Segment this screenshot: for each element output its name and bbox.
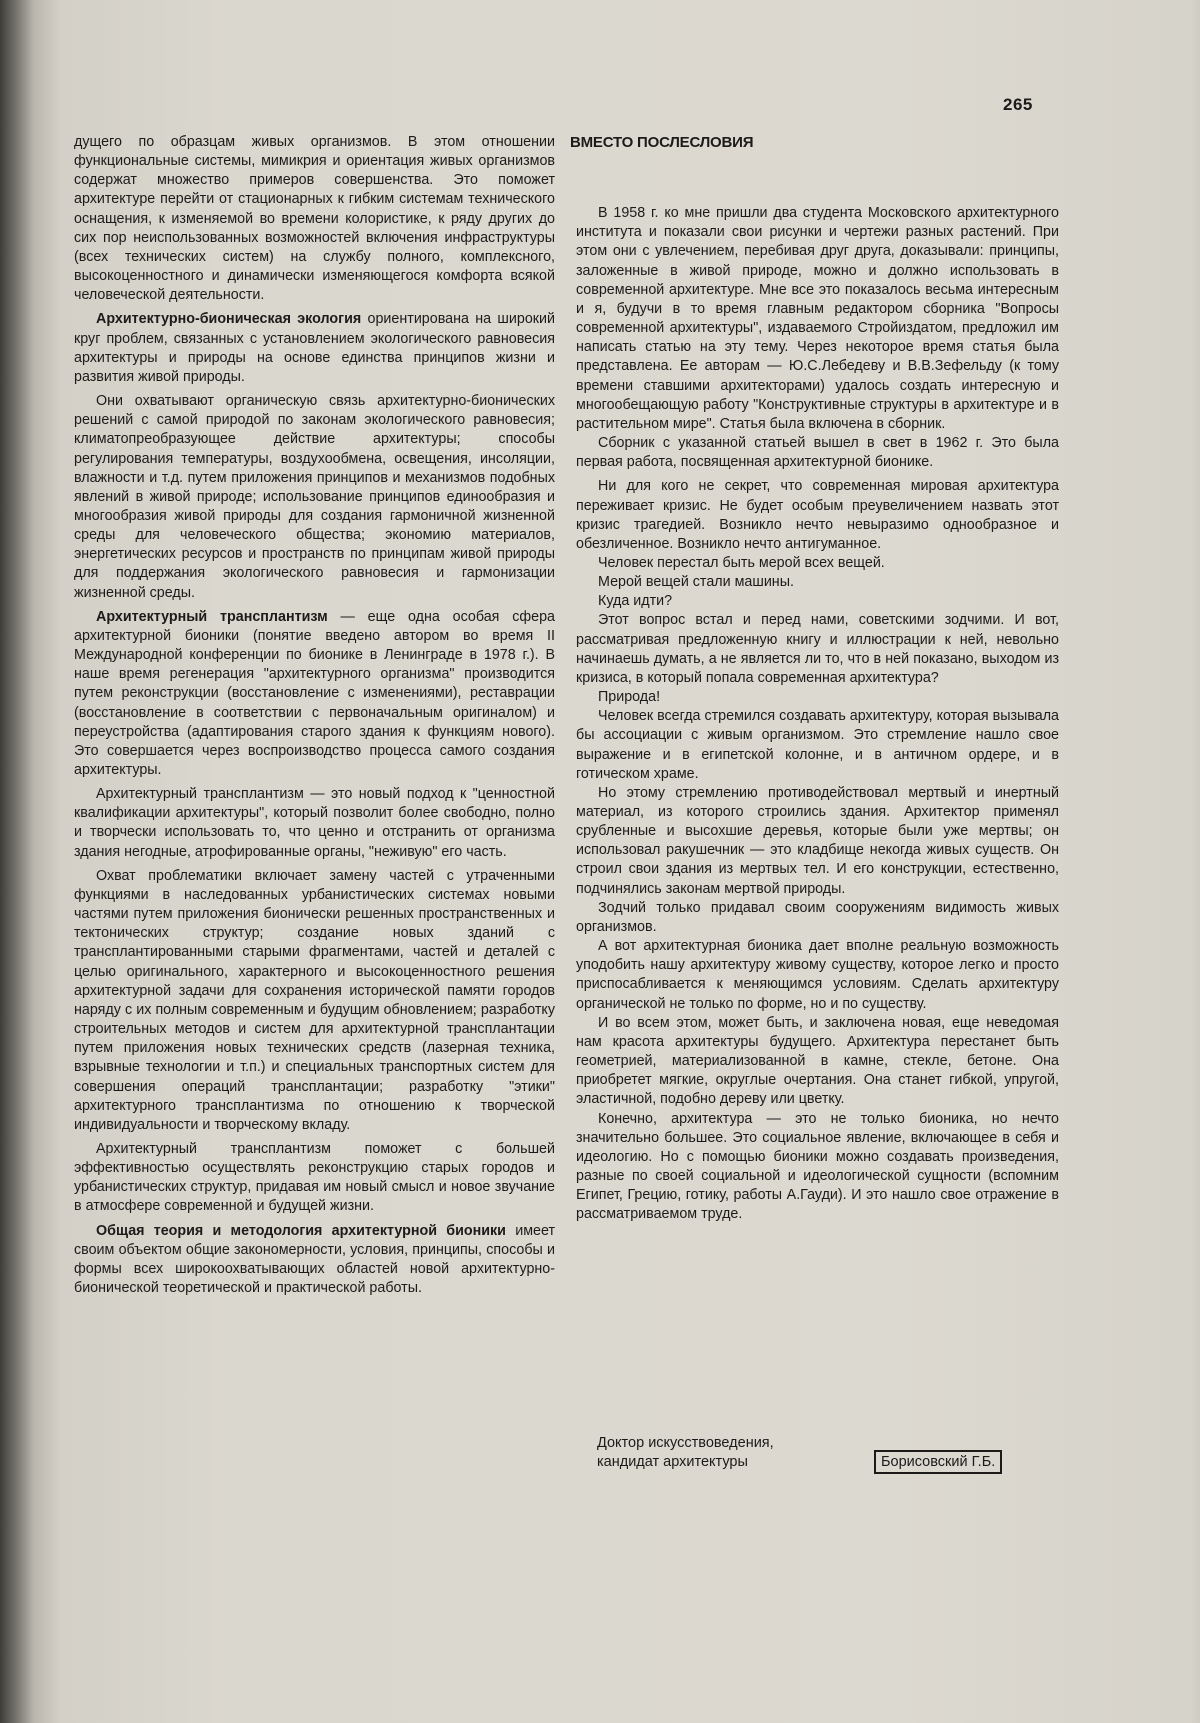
left-paragraph-4 xyxy=(74,608,555,780)
term-bionic-ecology: Архитектурно-бионическая экология xyxy=(96,311,362,328)
author-name: Борисовский Г.Б. xyxy=(874,1450,1002,1474)
right-line-3: Куда идти? xyxy=(598,593,673,610)
right-line-2: Мерой вещей стали машины. xyxy=(598,574,794,591)
left-paragraph-2-text: ориентирована на широкий круг проблем, связанных с установлением экологического равновесия архитектуры и природы на основе единства принципов жизни и развития живой природы. xyxy=(74,311,555,385)
term-general-theory: Общая теория и методология архитектурной бионики xyxy=(96,1222,506,1239)
author-degree-2: кандидат архитектуры xyxy=(597,1454,748,1470)
page-number: 265 xyxy=(1003,95,1033,114)
right-line-4: Природа! xyxy=(598,689,661,706)
right-paragraph-7: Зодчий только придавал своим сооружениям видимость живых организмов. xyxy=(576,899,1059,935)
signature-block xyxy=(597,1434,1057,1472)
left-paragraph-2 xyxy=(74,310,555,387)
section-heading: ВМЕСТО ПОСЛЕСЛОВИЯ xyxy=(570,134,754,151)
left-paragraph-4-text: — еще одна особая сфера архитектурной бионики (понятие введено автором во время II Международной конференции по бионике в Ленинграде в 1978 г.). В наше время регенерация "архитектурного организма" производится путем реконструкции (восстановление с изменениями), реставрации (восстановление в соответствии с первоначальным оригиналом) и переустройства (адаптирования старого здания к функциям нового). Это совершается через воспроизводство процесса самого создания архитектуры. xyxy=(74,608,555,778)
right-column xyxy=(570,133,1059,1224)
author-degree-1: Доктор искусствоведения, xyxy=(597,1435,774,1451)
left-paragraph-8-text: имеет своим объектом общие закономерности, условия, принципы, способы и формы всех широкоохватывающих областей новой архитектурно-бионической теоретической и практической работы. xyxy=(74,1222,556,1297)
left-paragraph-8 xyxy=(74,1222,555,1299)
left-paragraph-7: Архитектурный трансплантизм поможет с большей эффективностью осуществлять реконструкцию старых городов и урбанистических структур, придавая им новый смысл и новое звучание в атмосфере современной и будущей жизни. xyxy=(74,1140,555,1215)
right-paragraph-10: Конечно, архитектура — это не только бионика, но нечто значительно большее. Это социальное явление, включающее в себя и идеологию. Но с помощью бионики можно создавать произведения, разные по своей социальной и идеологической сущности (вспомним Египет, Грецию, готику, работы А.Гауди). И это нашло свое отражение в рассматриваемом труде. xyxy=(576,1110,1059,1223)
right-paragraph-3: Ни для кого не секрет, что современная мировая архитектура переживает кризис. Не будет особым преувеличением назвать этот кризис трагедией. Возникло нечто невыразимо однообразное и обезличенное. Возникло нечто антигуманное. xyxy=(576,478,1059,552)
right-paragraph-9: И во всем этом, может быть, и заключена новая, еще неведомая нам красота архитектуры будущего. Архитектура перестанет быть геометрией, материализованной в камне, стекле, бетоне. Она приобретет мягкие, округлые очертания. Она станет гибкой, упругой, эластичной, подобно дереву или цветку. xyxy=(576,1014,1059,1108)
left-paragraph-6: Охват проблематики включает замену частей с утраченными функциями в наследованных урбанистических системах новыми частями путем приложения бионически решенных пространственных и тектонических структур; создание новых зданий с трансплантированными старыми фрагментами, частей и деталей с целью оригинального, характерного и высокоценностного решения архитектурной задачи для сохранения исторической памяти городов наряду с их полным современным и будущим обновлением; разработку строительных методов и систем для архитектурной трансплантации путем приложения новых технических средств (лазерная техника, взрывные технологии и т.п.) и специальных транспортных систем для совершения операций трансплантации; разработку "этики" архитектурного трансплантизма по отношению к творческой индивидуальности и творческому вкладу. xyxy=(74,867,555,1133)
right-line-1: Человек перестал быть мерой всех вещей. xyxy=(598,554,885,571)
left-paragraph-5: Архитектурный трансплантизм — это новый подход к "ценностной квалификации архитектуры", который позволит более свободно, полно и творчески использовать то, что ценно и отстранить от организма здания негодные, атрофированные органы, "неживую" его часть. xyxy=(74,786,555,860)
right-paragraph-1: В 1958 г. ко мне пришли два студента Московского архитектурного института и показали свои рисунки и чертежи разных растений. При этом они с увлечением, перебивая друг друга, доказывали: принципы, заложенные в живой природе, можно и должно использовать в современной архитектуре. Мне все это показалось весьма интересным и я, будучи в то время главным редактором сборника "Вопросы современной архитектуры", издаваемого Стройиздатом, предложил им написать статью на эту тему. Через некоторое время статья была представлена. Ее авторам — Ю.С.Лебедеву и В.В.Зефельду (к тому времени ставшими архитекторами) удалось создать интересную и многообещающую работу "Конструктивные структуры в архитектуре и в растительном мире". Статья была включена в сборник. xyxy=(576,205,1059,432)
left-column xyxy=(74,133,555,1298)
right-paragraph-4: Этот вопрос встал и перед нами, советскими зодчими. И вот, рассматривая предложенную книгу и иллюстрации к ней, невольно начинаешь думать, а не является ли то, что в ней показано, выходом из кризиса, в который попала современная архитектура? xyxy=(576,612,1059,686)
right-paragraph-5: Человек всегда стремился создавать архитектуру, которая вызывала бы ассоциации с живым организмом. Это стремление нашло свое выражение и в египетской колонне, и в античном ордере, и в готическом храме. xyxy=(576,708,1059,782)
right-paragraph-6: Но этому стремлению противодействовал мертвый и инертный материал, из которого строились здания. Архитектор применял срубленные и высохшие деревья, которые были уже мертвы; он использовал ракушечник — это кладбище некогда живых существ. Он строил свои здания из мертвых тел. И его конструкции, естественно, подчинялись законам мертвой природы. xyxy=(576,784,1059,897)
right-paragraph-8: А вот архитектурная бионика дает вполне реальную возможность уподобить нашу архитектуру живому существу, которое легко и просто приспосабливается к меняющимся условиям. Сделать архитектуру органической не только по форме, но и по существу. xyxy=(576,938,1059,1012)
left-paragraph-3: Они охватывают органическую связь архитектурно-бионических решений с самой природой по законам экологического равновесия; климатопреобразующее действие архитектуры; способы регулирования температуры, воздухообмена, освещения, инсоляции, влажности и т.д. путем приложения принципов и механизмов подобных явлений в живой природе; использование принципов единообразия и многообразия живой природы для создания гармоничной жизненной среды для человеческого общества; экономию материалов, энергетических ресурсов и пространств по принципам живой природы для поддержания экологического равновесия и гармонизации жизненной среды. xyxy=(74,393,555,601)
left-paragraph-1: дущего по образцам живых организмов. В этом отношении функциональные системы, мимикрия и ориентация живых организмов содержат множество примеров совершенства. Это поможет архитектуре перейти от стационарных к гибким системам технического оснащения, к изменяемой во времени колористике, к ряду других до сих пор неиспользованных возможностей включения инфраструктуры (всех технических систем) на службу полного, комплексного, высокоценностного и динамически изменяющегося комфорта всякой человеческой деятельности. xyxy=(74,134,555,304)
right-paragraph-2: Сборник с указанной статьей вышел в свет в 1962 г. Это была первая работа, посвященная архитектурной бионике. xyxy=(576,435,1059,471)
term-transplantism: Архитектурный трансплантизм xyxy=(96,608,328,625)
